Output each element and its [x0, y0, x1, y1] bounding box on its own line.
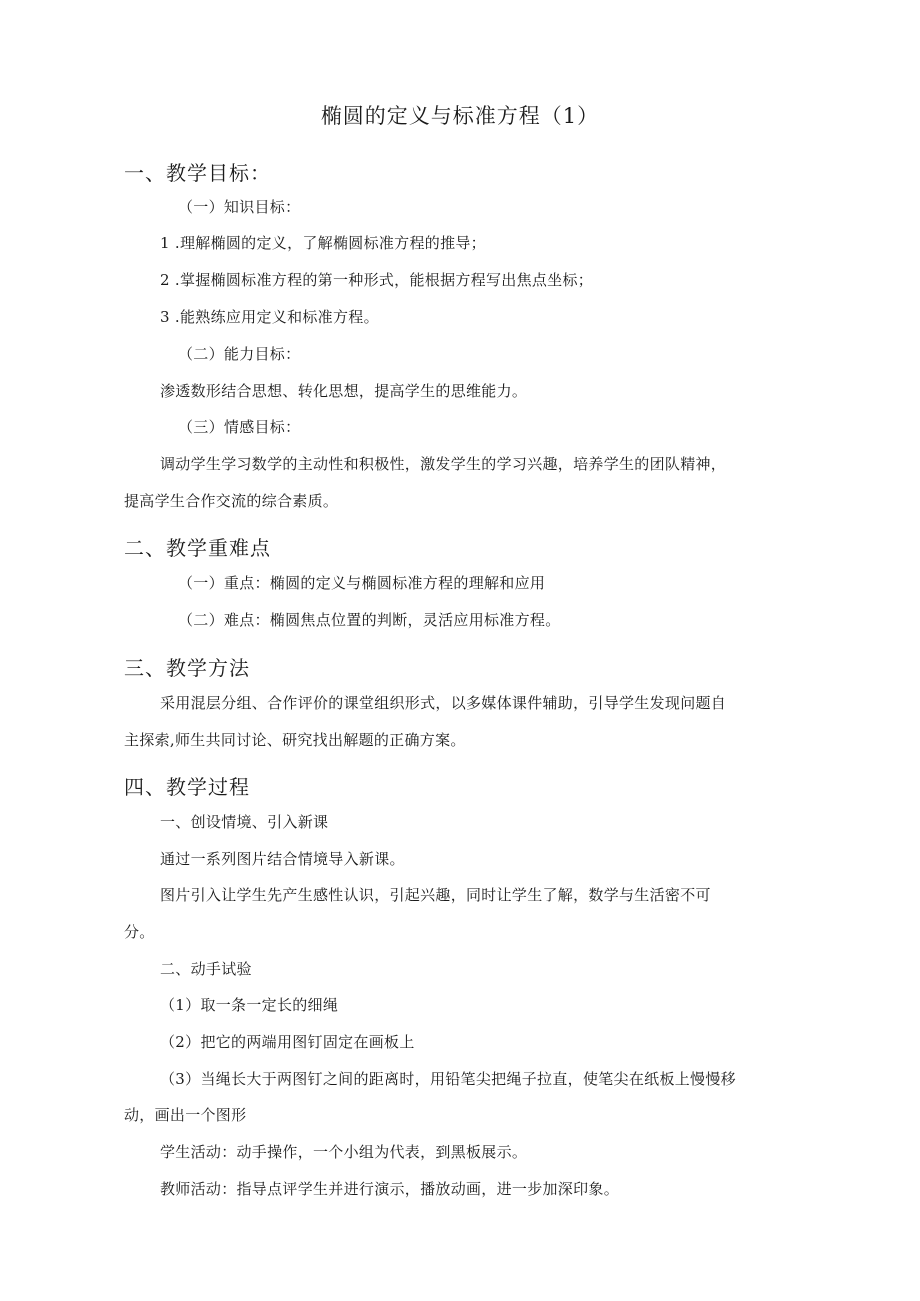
process-step2-title: 二、动手试验 — [160, 960, 252, 978]
key-point-text: （一）重点：椭圆的定义与椭圆标准方程的理解和应用 — [178, 574, 546, 592]
teacher-activity-text: 教师活动：指导点评学生并进行演示，播放动画，进一步加深印象。 — [160, 1180, 620, 1198]
process-step1-text-line2: 图片引入让学生先产生感性认识，引起兴趣，同时让学生了解，数学与生活密不可 — [160, 886, 711, 904]
process-step1-title: 一、创设情境、引入新课 — [160, 813, 329, 831]
process-step2-item3-line1: （3）当绳长大于两图钉之间的距离时，用铅笔尖把绳子拉直，使笔尖在纸板上慢慢移 — [160, 1070, 736, 1088]
emotion-objectives-title: （三）情感目标： — [178, 418, 301, 436]
process-step2-item2: （2）把它的两端用图钉固定在画板上 — [160, 1033, 415, 1051]
process-step1-text-line1: 通过一系列图片结合情境导入新课。 — [160, 850, 405, 868]
process-step2-item3-line2: 动，画出一个图形 — [124, 1106, 247, 1124]
emotion-objectives-text-line1: 调动学生学习数学的主动性和积极性，激发学生的学习兴趣，培养学生的团队精神， — [160, 455, 727, 473]
knowledge-objectives-title: （一）知识目标： — [178, 198, 301, 216]
section-heading-objectives: 一、教学目标： — [124, 161, 271, 185]
section-heading-methods: 三、教学方法 — [124, 656, 250, 680]
ability-objectives-text: 渗透数形结合思想、转化思想，提高学生的思维能力。 — [160, 382, 528, 400]
methods-text-line1: 采用混层分组、合作评价的课堂组织形式，以多媒体课件辅助，引导学生发现问题自 — [160, 694, 727, 712]
methods-text-line2: 主探索,师生共同讨论、研究找出解题的正确方案。 — [124, 731, 466, 749]
student-activity-text: 学生活动：动手操作，一个小组为代表，到黑板展示。 — [160, 1143, 528, 1161]
ability-objectives-title: （二）能力目标： — [178, 345, 301, 363]
section-heading-process: 四、教学过程 — [124, 775, 250, 799]
knowledge-item-2: 2 .掌握椭圆标准方程的第一种形式，能根据方程写出焦点坐标； — [160, 271, 594, 289]
emotion-objectives-text-line2: 提高学生合作交流的综合素质。 — [124, 492, 339, 510]
knowledge-item-1: 1 .理解椭圆的定义，了解椭圆标准方程的推导； — [160, 234, 486, 252]
section-heading-key-points: 二、教学重难点 — [124, 536, 271, 560]
process-step2-item1: （1）取一条一定长的细绳 — [160, 996, 339, 1014]
difficult-point-text: （二）难点：椭圆焦点位置的判断，灵活应用标准方程。 — [178, 611, 561, 629]
document-title: 椭圆的定义与标准方程（1） — [320, 104, 600, 128]
process-step1-text-line3: 分。 — [124, 923, 155, 941]
knowledge-item-3: 3 .能熟练应用定义和标准方程。 — [160, 308, 379, 326]
